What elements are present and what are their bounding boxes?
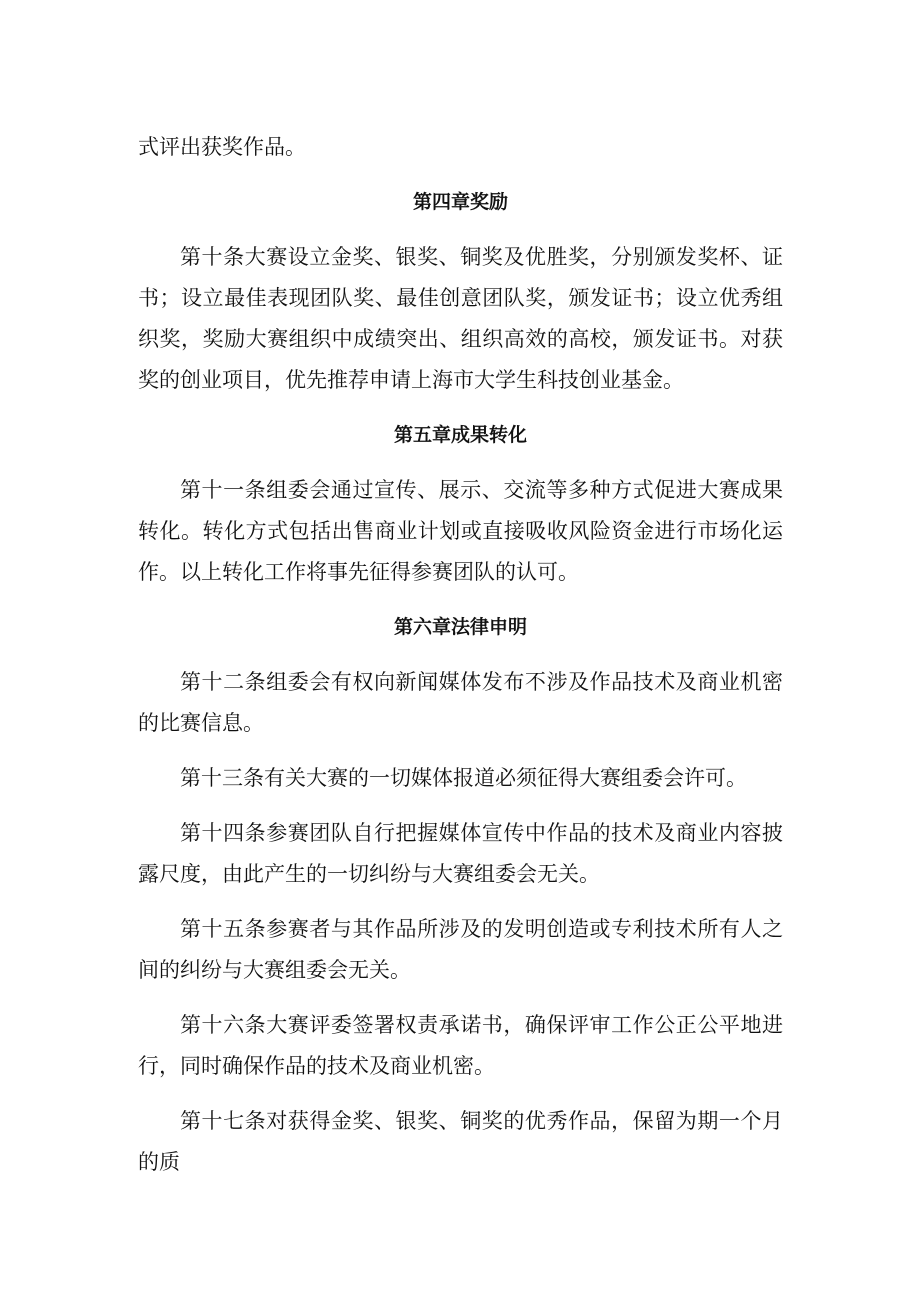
chapter-4-heading: 第四章奖励	[412, 191, 508, 213]
chapter-6-heading: 第六章法律申明	[393, 616, 527, 638]
article-17: 第十七条对获得金奖、银奖、铜奖的优秀作品，保留为期一个月的质	[138, 1109, 783, 1174]
article-13: 第十三条有关大赛的一切媒体报道必须征得大赛组委会许可。	[180, 766, 747, 790]
article-12: 第十二条组委会有权向新闻媒体发布不涉及作品技术及商业机密的比赛信息。	[138, 670, 783, 735]
article-15: 第十五条参赛者与其作品所涉及的发明创造或专利技术所有人之间的纠纷与大赛组委会无关。	[138, 917, 783, 982]
chapter-5-heading: 第五章成果转化	[393, 424, 527, 446]
article-10: 第十条大赛设立金奖、银奖、铜奖及优胜奖，分别颁发奖杯、证书；设立最佳表现团队奖、最佳创意团队奖，颁发证书；设立优秀组织奖，奖励大赛组织中成绩突出、组织高效的高校，颁发证书。对获奖的创业项目，优先推荐申请上海市大学生科技创业基金。	[138, 245, 783, 392]
article-14: 第十四条参赛团队自行把握媒体宣传中作品的技术及商业内容披露尺度，由此产生的一切纠纷与大赛组委会无关。	[138, 821, 783, 886]
article-11: 第十一条组委会通过宣传、展示、交流等多种方式促进大赛成果转化。转化方式包括出售商业计划或直接吸收风险资金进行市场化运作。以上转化工作将事先征得参赛团队的认可。	[138, 478, 783, 584]
document-page	[138, 127, 783, 1197]
paragraph-continuation: 式评出获奖作品。	[138, 135, 306, 159]
article-16: 第十六条大赛评委签署权责承诺书，确保评审工作公正公平地进行，同时确保作品的技术及商业机密。	[138, 1013, 783, 1078]
